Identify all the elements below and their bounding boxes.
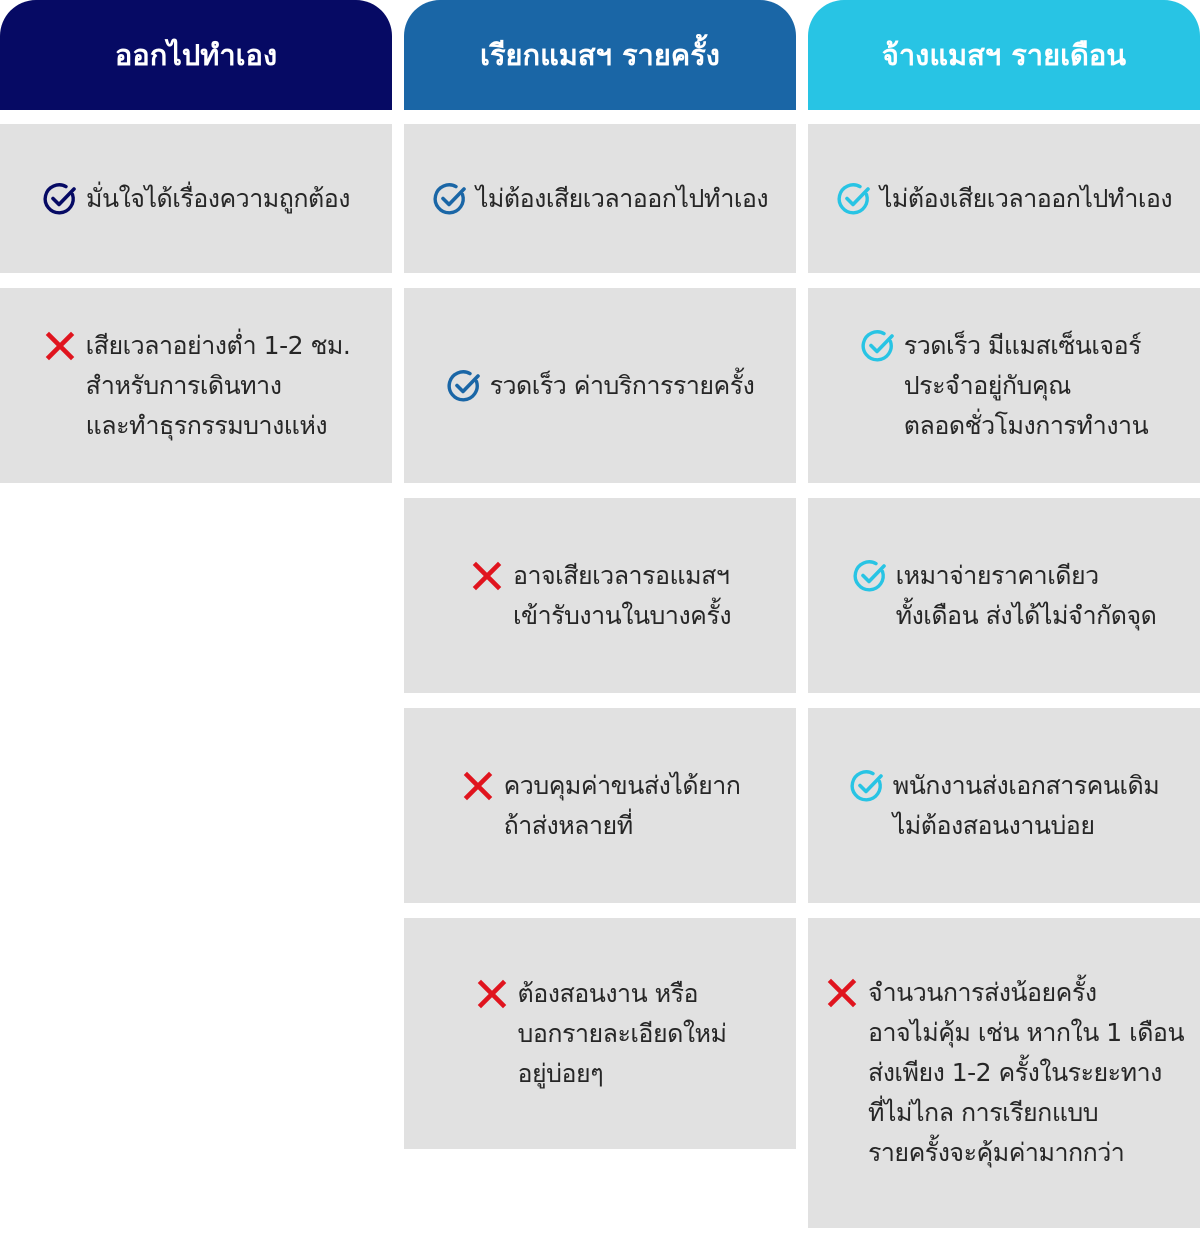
- cross-icon: [474, 976, 510, 1012]
- comparison-text: รวดเร็ว ค่าบริการรายครั้ง: [489, 370, 755, 400]
- comparison-cell: [404, 918, 796, 1149]
- comparison-item: [836, 179, 1172, 219]
- comparison-cell: [0, 124, 392, 273]
- comparison-item: [460, 766, 741, 846]
- check-circle-icon: [849, 768, 885, 804]
- column-header: เรียกแมสฯ รายครั้ง: [404, 0, 796, 110]
- comparison-item: [432, 179, 768, 219]
- comparison-text: มั่นใจได้เรื่องความถูกต้อง: [86, 183, 350, 213]
- check-circle-icon: [446, 368, 482, 404]
- comparison-cell: [404, 498, 796, 693]
- cross-icon: [824, 975, 860, 1011]
- comparison-item: [42, 179, 350, 219]
- comparison-item: [42, 326, 351, 446]
- comparison-item: [446, 366, 755, 406]
- comparison-cell: [808, 288, 1200, 483]
- comparison-cell: [404, 288, 796, 483]
- comparison-text: อาจเสียเวลารอแมสฯ เข้ารับงานในบางครั้ง: [512, 560, 732, 630]
- comparison-item: [824, 973, 1184, 1173]
- comparison-cell: [808, 708, 1200, 903]
- comparison-text: รวดเร็ว มีแมสเซ็นเจอร์ ประจำอยู่กับคุณ ตลอดชั่วโมงการทำงาน: [903, 330, 1149, 440]
- column-per-trip-messenger: [404, 0, 796, 1088]
- check-circle-icon: [42, 181, 78, 217]
- comparison-item: [474, 974, 727, 1094]
- cross-icon: [460, 768, 496, 804]
- check-circle-icon: [860, 328, 896, 364]
- comparison-item: [469, 556, 731, 636]
- comparison-item: [852, 556, 1157, 636]
- cross-icon: [42, 328, 78, 364]
- check-circle-icon: [432, 181, 468, 217]
- comparison-cell: [0, 288, 392, 483]
- column-monthly-messenger: [808, 0, 1200, 1167]
- comparison-cell: [404, 124, 796, 273]
- comparison-item: [849, 766, 1160, 846]
- comparison-text: พนักงานส่งเอกสารคนเดิม ไม่ต้องสอนงานบ่อย: [892, 770, 1160, 840]
- check-circle-icon: [852, 558, 888, 594]
- comparison-text: เหมาจ่ายราคาเดียว ทั้งเดือน ส่งได้ไม่จำกัดจุด: [895, 560, 1157, 630]
- comparison-cell: [808, 124, 1200, 273]
- comparison-text: ไม่ต้องเสียเวลาออกไปทำเอง: [475, 183, 769, 213]
- comparison-text: ไม่ต้องเสียเวลาออกไปทำเอง: [879, 183, 1173, 213]
- comparison-text: ควบคุมค่าขนส่งได้ยาก ถ้าส่งหลายที่: [503, 770, 741, 840]
- comparison-item: [860, 326, 1148, 446]
- check-circle-icon: [836, 181, 872, 217]
- column-header: ออกไปทำเอง: [0, 0, 392, 110]
- cross-icon: [469, 558, 505, 594]
- column-self-service: [0, 0, 392, 440]
- comparison-cell: [404, 708, 796, 903]
- comparison-text: เสียเวลาอย่างต่ำ 1-2 ชม. สำหรับการเดินทาง และทำธุรกรรมบางแห่ง: [85, 330, 351, 440]
- comparison-cell: [808, 918, 1200, 1228]
- comparison-cell: [808, 498, 1200, 693]
- comparison-text: จำนวนการส่งน้อยครั้ง อาจไม่คุ้ม เช่น หากใน 1 เดือน ส่งเพียง 1-2 ครั้งในระยะทาง ที่ไม่ไกล การเรียกแบบ รายครั้งจะคุ้มค่ามากกว่า: [867, 978, 1185, 1167]
- column-header: จ้างแมสฯ รายเดือน: [808, 0, 1200, 110]
- comparison-text: ต้องสอนงาน หรือ บอกรายละเอียดใหม่ อยู่บ่อยๆ: [517, 978, 727, 1088]
